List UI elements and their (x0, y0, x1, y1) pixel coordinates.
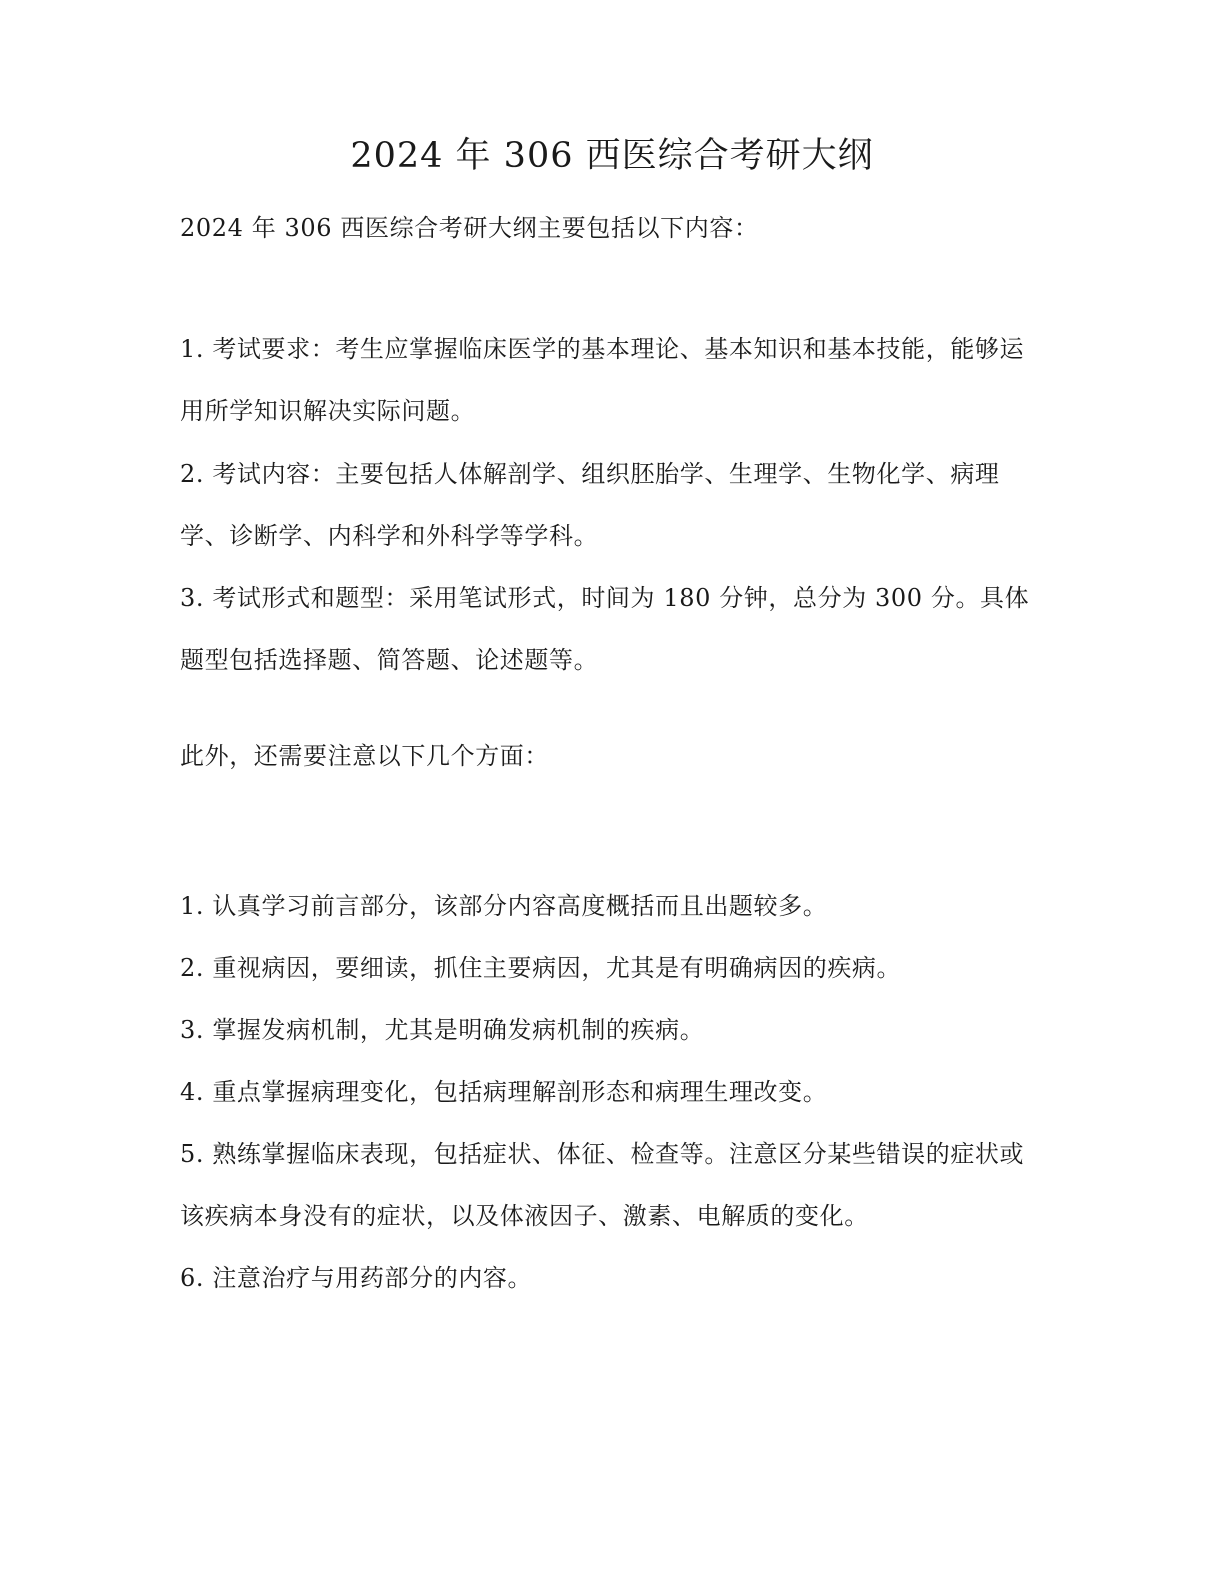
note-item-pathogenesis: 3. 掌握发病机制，尤其是明确发病机制的疾病。 (180, 1016, 705, 1044)
note-item-etiology: 2. 重视病因，要细读，抓住主要病因，尤其是有明确病因的疾病。 (180, 954, 902, 982)
note-item-preface: 1. 认真学习前言部分，该部分内容高度概括而且出题较多。 (180, 892, 828, 920)
note-item-clinical-manifestations: 5. 熟练掌握临床表现，包括症状、体征、检查等。注意区分某些错误的症状或该疾病本身没有的症状，以及体液因子、激素、电解质的变化。 (180, 1140, 1025, 1230)
note-item-treatment: 6. 注意治疗与用药部分的内容。 (180, 1264, 533, 1292)
requirement-item-exam-requirements: 1. 考试要求：考生应掌握临床医学的基本理论、基本知识和基本技能，能够运用所学知识解决实际问题。 (180, 335, 1025, 425)
additional-notes-heading: 此外，还需要注意以下几个方面： (180, 742, 549, 770)
note-item-pathological-changes: 4. 重点掌握病理变化，包括病理解剖形态和病理生理改变。 (180, 1078, 828, 1106)
requirement-item-exam-format: 3. 考试形式和题型：采用笔试形式，时间为 180 分钟，总分为 300 分。具体题型包括选择题、简答题、论述题等。 (180, 584, 1030, 674)
intro-paragraph: 2024 年 306 西医综合考研大纲主要包括以下内容： (180, 214, 759, 242)
requirement-item-exam-content: 2. 考试内容：主要包括人体解剖学、组织胚胎学、生理学、生物化学、病理学、诊断学、内科学和外科学等学科。 (180, 460, 1000, 550)
document-title: 2024 年 306 西医综合考研大纲 (350, 136, 874, 176)
